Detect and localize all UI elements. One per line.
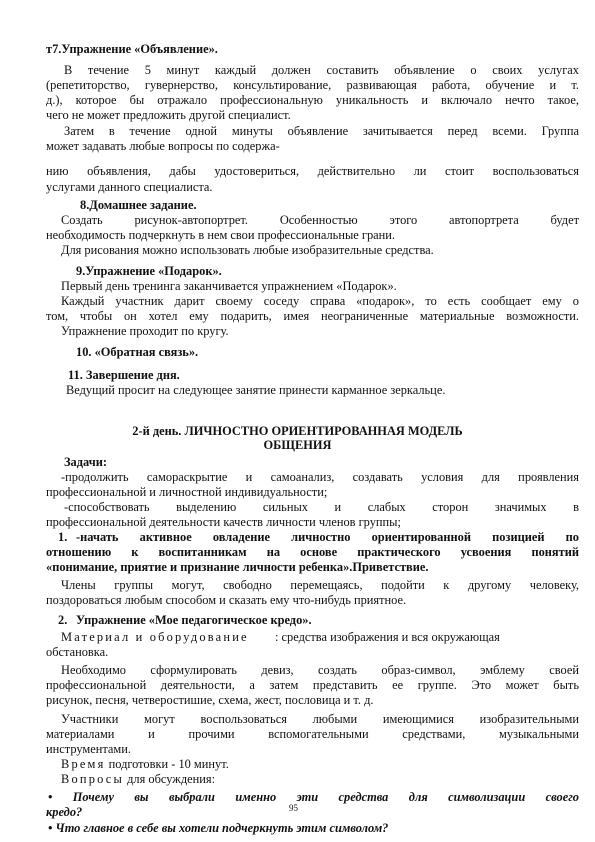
paragraph-line: Первый день тренинга заканчивается упражнением «Подарок».: [61, 279, 397, 293]
materials-text: : средства изображения и вся окружающая: [275, 630, 500, 644]
paragraph-line: профессиональной деятельности, а затем представить ее группе. Это может быть: [46, 678, 579, 692]
paragraph-line: д.), которое бы отражало профессиональную уникальность и включало нечто такое,: [46, 93, 579, 107]
task-line: -способствовать выделению сильных и слабых сторон значимых в: [64, 500, 579, 514]
task-line: -продолжить самораскрытие и самоанализ, создавать условия для проявления: [61, 470, 579, 484]
paragraph-line: Каждый участник дарит своему соседу справа «подарок», то есть сообщает ему о: [61, 294, 579, 308]
question-item-cont: кредо?: [46, 805, 83, 819]
prep-time-line: [61, 757, 229, 771]
paragraph-line: обстановка.: [46, 645, 109, 659]
paragraph-line: Участники могут воспользоваться любыми имеющимися изобразительными: [61, 712, 579, 726]
exercise-credo-heading: Упражнение «Мое педагогическое кредо».: [76, 613, 312, 627]
paragraph-line: Члены группы могут, свободно перемещаясь, подойти к другому человеку,: [61, 578, 579, 592]
question-item: • Что главное в себе вы хотели подчеркнуть этим символом?: [48, 821, 389, 835]
tasks-heading: Задачи:: [64, 455, 107, 469]
day-2-title: 2-й день. ЛИЧНОСТНО ОРИЕНТИРОВАННАЯ МОДЕЛЬ: [132, 424, 463, 438]
paragraph-line: Затем в течение одной минуты объявление зачитывается перед всеми. Группа: [64, 124, 579, 138]
paragraph-line: рисунок, песня, четверостишие, схема, жест, пословица и т. д.: [46, 693, 374, 707]
page-number: 95: [289, 803, 298, 813]
paragraph-line: В течение 5 минут каждый должен составить объявление о своих услугах: [64, 63, 579, 77]
homework-heading: 8.Домашнее задание.: [80, 198, 197, 212]
paragraph-line: поздороваться любым способом и сказать ему что-нибудь приятное.: [46, 593, 407, 607]
time-text: подготовки - 10 минут.: [105, 757, 229, 771]
questions-text: для обсуждения:: [124, 772, 216, 786]
paragraph-line: Упражнение проходит по кругу.: [61, 324, 229, 338]
list-number-2: 2.: [58, 613, 68, 627]
materials-label: Материал и оборудование: [61, 630, 249, 644]
paragraph-line: может задавать любые вопросы по содержа-: [46, 139, 280, 153]
paragraph-line: том, чтобы он хотел ему подарить, имея неограниченные материальные возможности.: [46, 309, 579, 323]
task-line-bold: отношению к воспитанникам на основе практического усвоения понятий: [46, 545, 579, 559]
exercise-9-heading: 9.Упражнение «Подарок».: [76, 264, 222, 278]
task-line-bold: -начать активное овладение личностно ориентированной позицией по: [76, 530, 579, 544]
questions-label: Вопросы: [61, 772, 125, 786]
paragraph-line: услугами данного специалиста.: [46, 180, 213, 194]
task-line: профессиональной деятельности качеств личности членов группы;: [46, 515, 401, 529]
paragraph-line: Создать рисунок-автопортрет. Особенностью этого автопортрета будет: [61, 213, 579, 227]
paragraph-line: инструментами.: [46, 742, 131, 756]
paragraph-line: (репетиторство, гувернерство, консультирование, развивающая работа, обучение и т.: [46, 78, 579, 92]
day-end-heading: 11. Завершение дня.: [68, 368, 180, 382]
paragraph-line: Ведущий просит на следующее занятие принести карманное зеркальце.: [66, 383, 446, 397]
list-number-1: 1.: [58, 530, 68, 544]
question-item: • Почему вы выбрали именно эти средства для символизации своего: [48, 790, 579, 804]
paragraph-line: нию объявления, дабы удостовериться, действительно ли стоит воспользоваться: [46, 164, 579, 178]
time-label: Время: [61, 757, 106, 771]
task-line: профессиональной и личностной индивидуальности;: [46, 485, 328, 499]
paragraph-line: чего не может предложить другой специалист.: [46, 108, 291, 122]
task-line-bold: «понимание, приятие и признание личности ребенка».Приветствие.: [46, 560, 429, 574]
questions-line: [61, 772, 215, 786]
exercise-7-heading: т7.Упражнение «Объявление».: [46, 42, 218, 56]
paragraph-line: материалами и прочими вспомогательными средствами, музыкальными: [46, 727, 579, 741]
paragraph-line: Необходимо сформулировать девиз, создать образ-символ, эмблему своей: [61, 663, 579, 677]
paragraph-line: необходимость подчеркнуть в нем свои профессиональные грани.: [46, 228, 396, 242]
feedback-heading: 10. «Обратная связь».: [76, 345, 199, 359]
paragraph-line: Для рисования можно использовать любые изобразительные средства.: [61, 243, 434, 257]
day-2-title-cont: ОБЩЕНИЯ: [263, 438, 332, 452]
